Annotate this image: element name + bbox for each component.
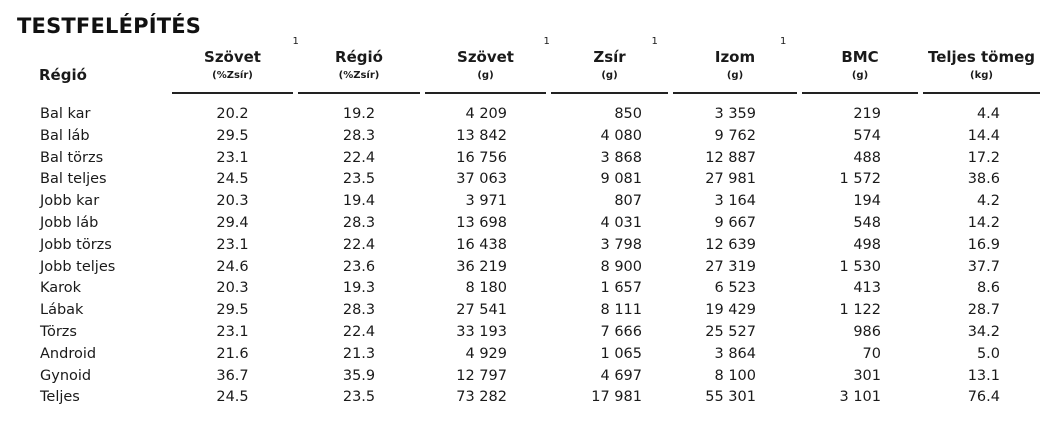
- table-cell: 17.2: [967, 149, 1000, 166]
- report-title: TESTFELÉPÍTÉS: [17, 14, 202, 38]
- table-cell: 28.7: [967, 302, 1000, 319]
- row-label: Bal kar: [40, 106, 91, 122]
- table-cell: 23.5: [342, 389, 376, 406]
- column-name-text: Szövet: [457, 48, 514, 66]
- table-cell: 19 429: [705, 302, 756, 319]
- table-cell: 5.0: [976, 345, 1000, 362]
- table-cell: 70: [862, 345, 881, 362]
- table-cell: 13.1: [967, 367, 1000, 384]
- table-cell: 8 900: [600, 258, 642, 275]
- table-cell: 28.3: [342, 215, 376, 231]
- table-cell: 3 971: [465, 193, 507, 210]
- row-label: Lábak: [40, 302, 84, 319]
- table-row: [0, 321, 1062, 343]
- table-cell: 20.3: [216, 280, 249, 297]
- table-cell: 23.5: [342, 171, 376, 188]
- table-row: [0, 190, 1062, 212]
- table-row: [0, 256, 1062, 278]
- table-cell: 33 193: [456, 324, 507, 340]
- table-cell: 4.4: [976, 106, 1000, 122]
- column-header: [923, 48, 1040, 94]
- table-cell: 850: [614, 106, 642, 122]
- table-cell: 12 887: [705, 149, 756, 166]
- table-cell: 4 080: [600, 127, 642, 144]
- table-cell: 13 842: [456, 127, 507, 144]
- row-label: Bal teljes: [40, 171, 107, 188]
- table-cell: 14.2: [967, 215, 1000, 231]
- table-cell: 3 164: [714, 193, 756, 210]
- table-cell: 21.3: [342, 345, 376, 362]
- table-cell: 22.4: [342, 149, 376, 166]
- table-row: [0, 212, 1062, 234]
- header-region-label: Régió: [39, 66, 87, 84]
- table-cell: 27 319: [705, 258, 756, 275]
- table-cell: 3 359: [714, 106, 756, 122]
- table-cell: 28.3: [342, 302, 376, 319]
- table-cell: 36.7: [216, 367, 249, 384]
- row-label: Bal láb: [40, 127, 90, 144]
- column-unit: (%Zsír): [338, 70, 380, 81]
- column-name-text: Szövet: [204, 48, 261, 66]
- table-cell: 73 282: [456, 389, 507, 406]
- table-cell: 1 572: [839, 171, 881, 188]
- table-cell: 4 209: [465, 106, 507, 122]
- table-cell: 14.4: [967, 127, 1000, 144]
- column-header: [172, 36, 299, 94]
- table-cell: 19.2: [342, 106, 376, 122]
- table-cell: 29.4: [216, 215, 249, 231]
- column-header: [802, 48, 918, 94]
- table-row: [0, 103, 1062, 125]
- table-cell: 16 756: [456, 149, 507, 166]
- column-header-name: [551, 48, 668, 66]
- footnote-marker: 1: [780, 36, 787, 47]
- column-header-name: [298, 48, 420, 66]
- column-header-name: [673, 48, 797, 66]
- column-header-name: [923, 48, 1040, 66]
- table-cell: 8 180: [465, 280, 507, 297]
- table-cell: 3 864: [714, 345, 756, 362]
- table-cell: 20.2: [216, 106, 249, 122]
- table-cell: 24.5: [216, 389, 249, 406]
- column-header: [551, 36, 668, 94]
- table-cell: 9 667: [714, 215, 756, 231]
- table-cell: 16 438: [456, 236, 507, 253]
- table-cell: 1 530: [839, 258, 881, 275]
- column-header: [425, 36, 550, 94]
- table-cell: 19.3: [342, 280, 376, 297]
- table-cell: 8 100: [714, 367, 756, 384]
- table-cell: 7 666: [600, 324, 642, 340]
- table-cell: 76.4: [967, 389, 1000, 406]
- table-cell: 13 698: [456, 215, 507, 231]
- table-cell: 1 122: [839, 302, 881, 319]
- column-unit: (kg): [970, 70, 993, 81]
- column-unit: (g): [851, 70, 869, 81]
- row-label: Jobb kar: [40, 193, 100, 210]
- table-cell: 24.5: [216, 171, 249, 188]
- column-header: [298, 48, 420, 94]
- table-cell: 1 065: [600, 345, 642, 362]
- table-row: [0, 168, 1062, 190]
- table-cell: 4.2: [976, 193, 1000, 210]
- table-cell: 6 523: [714, 280, 756, 297]
- table-cell: 23.1: [216, 149, 249, 166]
- table-row: [0, 386, 1062, 408]
- table-row: [0, 277, 1062, 299]
- row-label: Karok: [40, 280, 82, 297]
- table-cell: 22.4: [342, 324, 376, 340]
- column-unit: (%Zsír): [212, 70, 253, 81]
- table-cell: 34.2: [967, 324, 1000, 340]
- table-cell: 23.1: [216, 236, 249, 253]
- table-cell: 23.1: [216, 324, 249, 340]
- table-cell: 574: [853, 127, 881, 144]
- table-cell: 17 981: [591, 389, 642, 406]
- row-label: Gynoid: [40, 367, 92, 384]
- table-cell: 21.6: [216, 345, 249, 362]
- table-cell: 4 697: [600, 367, 642, 384]
- column-unit: (g): [601, 70, 618, 81]
- row-label: Teljes: [40, 389, 80, 406]
- column-name-text: Teljes tömeg: [927, 48, 1036, 66]
- table-row: [0, 365, 1062, 387]
- table-cell: 4 031: [600, 215, 642, 231]
- table-row: [0, 147, 1062, 169]
- table-cell: 12 797: [456, 367, 507, 384]
- table-cell: 27 541: [456, 302, 507, 319]
- table-cell: 548: [853, 215, 881, 231]
- table-cell: 8.6: [976, 280, 1000, 297]
- table-cell: 498: [853, 236, 881, 253]
- table-cell: 37.7: [967, 258, 1000, 275]
- table-cell: 38.6: [967, 171, 1000, 188]
- row-label: Jobb láb: [40, 215, 99, 231]
- footnote-marker: 1: [292, 36, 299, 47]
- row-label: Jobb törzs: [40, 236, 112, 253]
- table-cell: 19.4: [342, 193, 376, 210]
- column-header-name: [172, 48, 293, 66]
- footnote-marker: 1: [543, 36, 550, 47]
- table-cell: 24.6: [216, 258, 249, 275]
- table-row: [0, 234, 1062, 256]
- row-label: Törzs: [40, 324, 77, 340]
- table-row: [0, 125, 1062, 147]
- column-unit: (g): [477, 70, 494, 81]
- table-cell: 20.3: [216, 193, 249, 210]
- table-cell: 219: [853, 106, 881, 122]
- row-label: Jobb teljes: [40, 258, 116, 275]
- table-cell: 22.4: [342, 236, 376, 253]
- table-row: [0, 299, 1062, 321]
- table-cell: 986: [853, 324, 881, 340]
- table-cell: 3 101: [839, 389, 881, 406]
- table-cell: 4 929: [465, 345, 507, 362]
- table-cell: 37 063: [456, 171, 507, 188]
- table-cell: 23.6: [342, 258, 376, 275]
- table-cell: 194: [853, 193, 881, 210]
- table-cell: 29.5: [216, 127, 249, 144]
- column-name-text: Zsír: [593, 48, 626, 66]
- table-cell: 3 868: [600, 149, 642, 166]
- table-cell: 1 657: [600, 280, 642, 297]
- column-header-name: [802, 48, 918, 66]
- table-cell: 16.9: [967, 236, 1000, 253]
- table-cell: 35.9: [342, 367, 376, 384]
- table-cell: 12 639: [705, 236, 756, 253]
- table-cell: 55 301: [705, 389, 756, 406]
- table-row: [0, 343, 1062, 365]
- table-cell: 301: [853, 367, 881, 384]
- column-header-name: [425, 48, 546, 66]
- table-cell: 28.3: [342, 127, 376, 144]
- table-cell: 29.5: [216, 302, 249, 319]
- footnote-marker: 1: [651, 36, 658, 47]
- table-cell: 3 798: [600, 236, 642, 253]
- table-cell: 25 527: [705, 324, 756, 340]
- table-cell: 413: [853, 280, 881, 297]
- column-name-text: BMC: [841, 48, 879, 66]
- table-cell: 36 219: [456, 258, 507, 275]
- row-label: Bal törzs: [40, 149, 104, 166]
- column-name-text: Izom: [714, 48, 756, 66]
- table-cell: 9 081: [600, 171, 642, 188]
- table-cell: 807: [614, 193, 642, 210]
- column-unit: (g): [726, 70, 744, 81]
- column-header: [673, 36, 797, 94]
- table-cell: 8 111: [600, 302, 642, 319]
- table-cell: 27 981: [705, 171, 756, 188]
- row-label: Android: [40, 345, 97, 362]
- table-cell: 9 762: [714, 127, 756, 144]
- column-name-text: Régió: [335, 48, 383, 66]
- table-cell: 488: [853, 149, 881, 166]
